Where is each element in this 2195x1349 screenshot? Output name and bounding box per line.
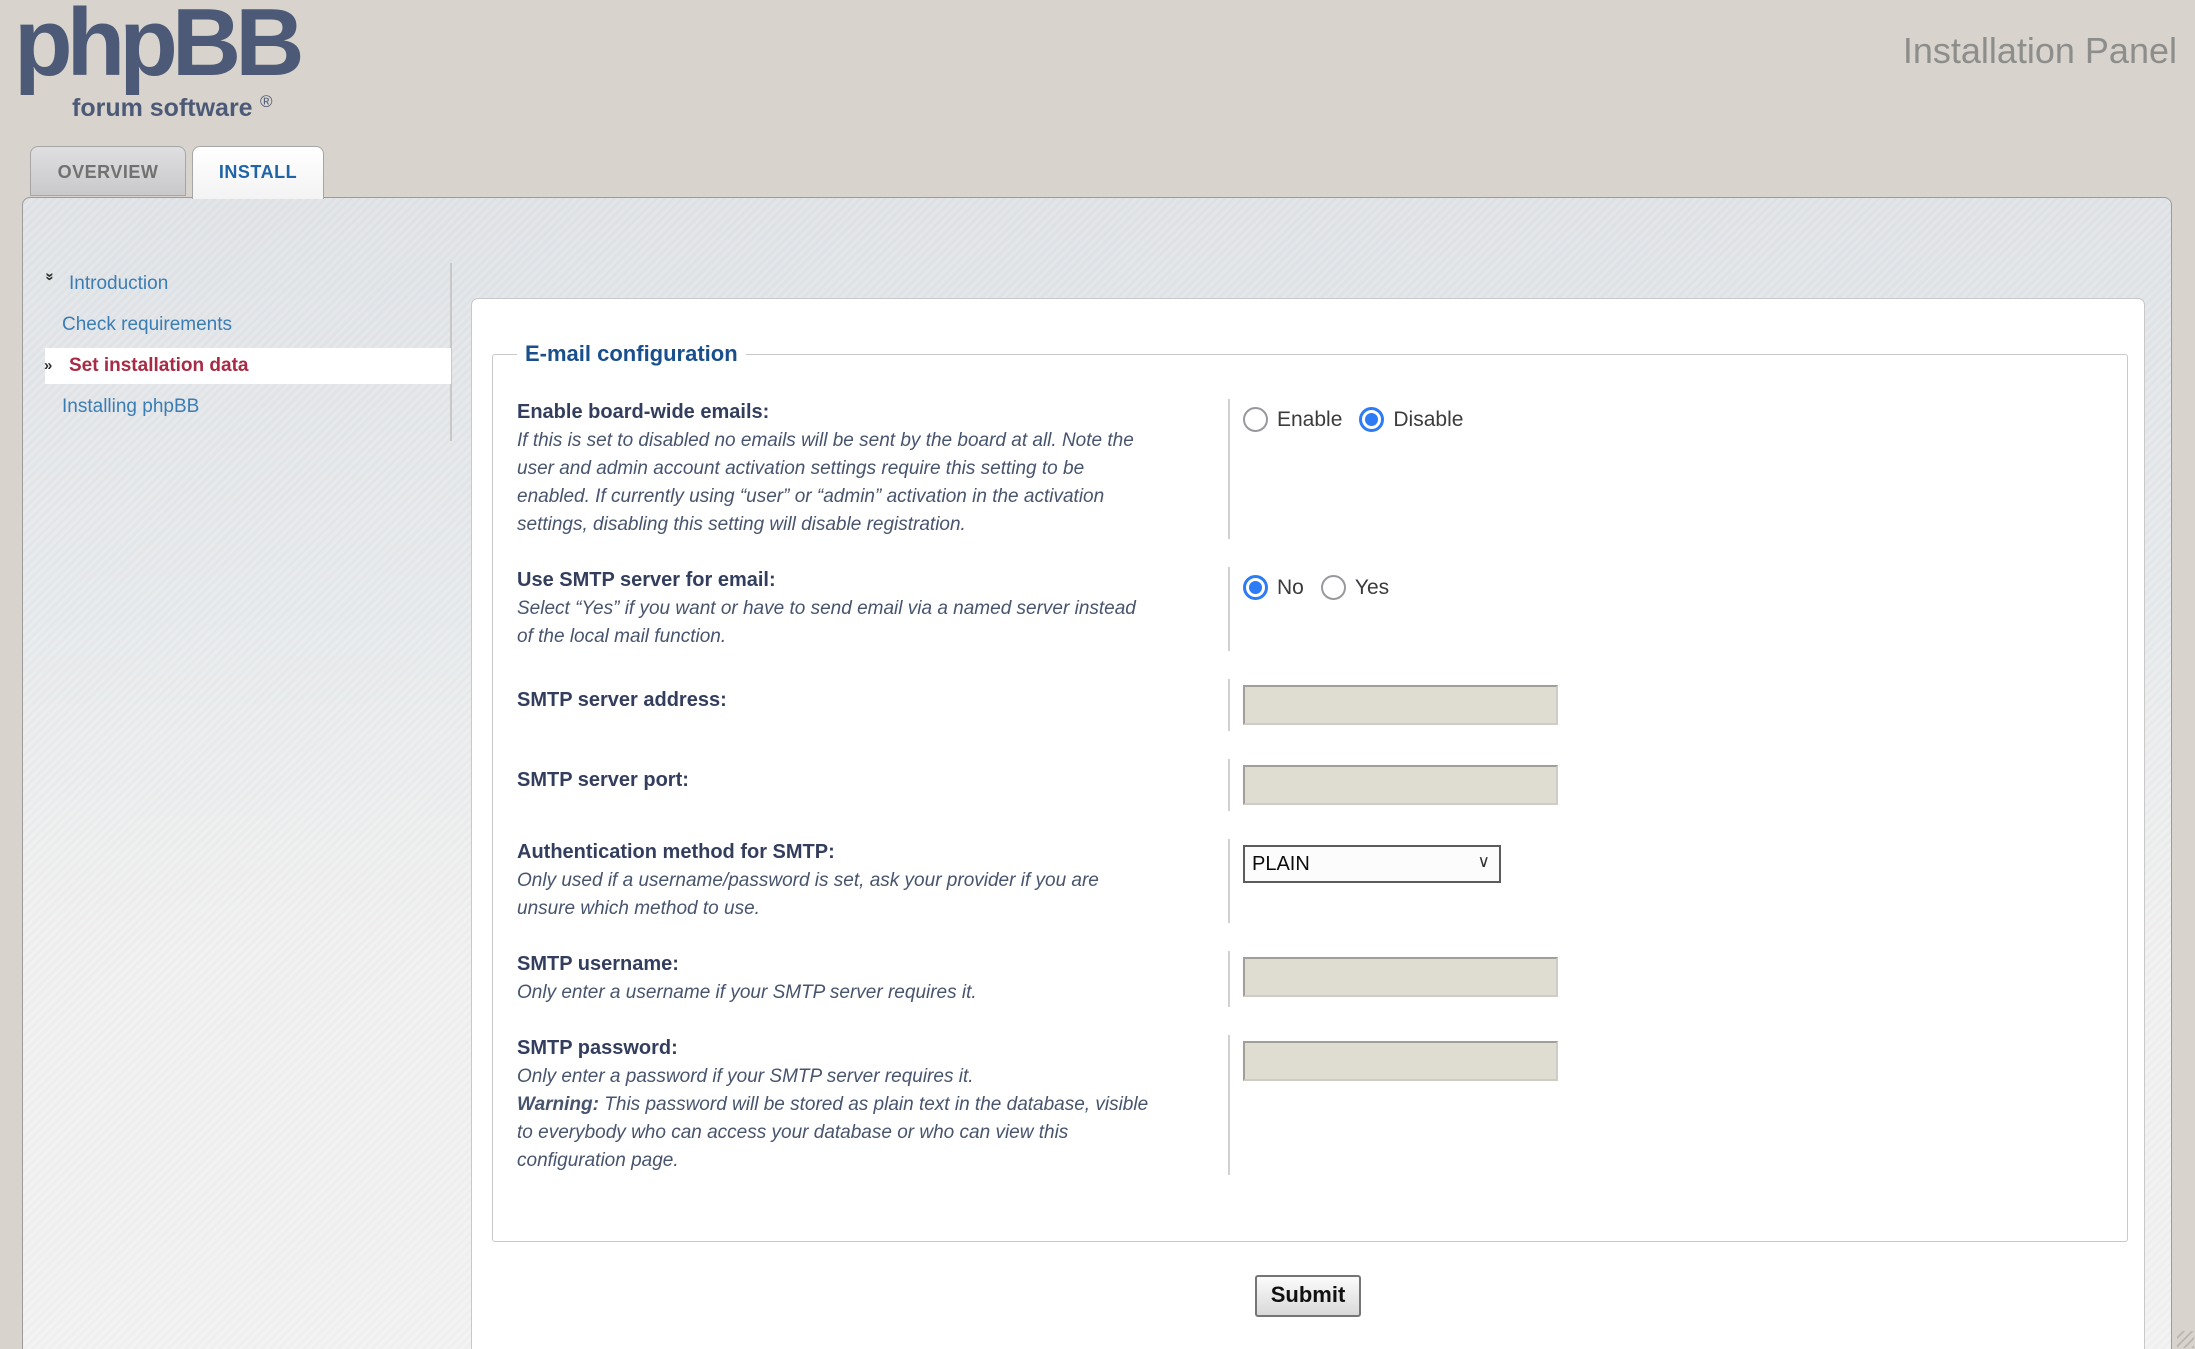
field-description: Only used if a username/password is set, ask your provider if you are unsure which method to use. — [517, 870, 1099, 919]
radio-no[interactable] — [1243, 575, 1268, 600]
sidebar-item-set-installation-data[interactable] — [45, 348, 451, 384]
field-description: If this is set to disabled no emails will be sent by the board at all. Note the user and admin account activation settings require this setting to be enabled. If currently using “user” or “admin” activation in the activation settings, disabling this setting will disable registration. — [517, 430, 1134, 535]
sidebar-item-label: Check requirements — [62, 314, 233, 335]
fieldset-legend: E-mail configuration — [525, 341, 738, 366]
chevron-down-icon: » — [41, 272, 59, 281]
radio-label: No — [1277, 575, 1304, 599]
field-description: Only enter a username if your SMTP server requires it. — [517, 982, 977, 1003]
smtp-username-input[interactable] — [1243, 957, 1558, 997]
chevron-down-icon: ∨ — [1477, 852, 1490, 871]
submit-row — [472, 1275, 2144, 1317]
radio-label: Yes — [1354, 575, 1390, 599]
form-row-auth-method — [493, 839, 2127, 923]
radio-group-use-smtp — [1243, 573, 2127, 600]
sidebar-item-check-requirements[interactable] — [23, 304, 451, 345]
tab-bar — [30, 146, 324, 199]
phpbb-logo — [14, 2, 374, 132]
radio-yes[interactable] — [1321, 575, 1346, 600]
field-label: Enable board-wide emails: — [517, 401, 770, 423]
form-row-smtp-password — [493, 1035, 2127, 1175]
form-row-smtp-port — [493, 759, 2127, 811]
smtp-auth-select[interactable] — [1243, 845, 1501, 883]
radio-enable[interactable] — [1243, 407, 1268, 432]
warning-label: Warning: — [517, 1094, 599, 1115]
tab-overview[interactable]: OVERVIEW — [30, 146, 186, 196]
resize-grip-icon[interactable] — [2177, 1331, 2194, 1348]
main-panel — [22, 197, 2172, 1349]
form-row-smtp-username — [493, 951, 2127, 1007]
logo-tagline: forum software — [72, 94, 253, 122]
smtp-port-input[interactable] — [1243, 765, 1558, 805]
password-hint: Only enter a password if your SMTP server requires it. — [517, 1066, 974, 1087]
field-label: SMTP server address: — [517, 689, 727, 711]
form-row-smtp-address — [493, 679, 2127, 731]
registered-mark-icon: ® — [260, 92, 273, 111]
content-box — [471, 298, 2145, 1349]
sidebar-item-introduction[interactable] — [23, 263, 451, 304]
smtp-password-input[interactable] — [1243, 1041, 1558, 1081]
field-label: Use SMTP server for email: — [517, 569, 776, 591]
radio-label: Disable — [1393, 407, 1464, 431]
form-row-board-emails — [493, 399, 2127, 539]
form-row-use-smtp — [493, 567, 2127, 651]
field-description: Select “Yes” if you want or have to send email via a named server instead of the local mail function. — [517, 598, 1136, 647]
sidebar-item-label: Introduction — [69, 273, 169, 294]
sidebar-item-label: Set installation data — [69, 355, 249, 376]
select-value: PLAIN — [1252, 852, 1310, 875]
sidebar — [23, 263, 451, 427]
radio-label: Enable — [1277, 407, 1343, 431]
field-label: SMTP username: — [517, 953, 679, 975]
tab-install[interactable]: INSTALL — [192, 146, 324, 199]
field-label: SMTP server port: — [517, 769, 689, 791]
sidebar-item-label: Installing phpBB — [62, 396, 200, 417]
sidebar-item-installing-phpbb[interactable] — [23, 386, 451, 427]
logo-wordmark: phpBB — [14, 0, 299, 96]
email-configuration-fieldset — [492, 341, 2128, 1242]
arrow-right-icon: » — [44, 357, 53, 374]
field-label: Authentication method for SMTP: — [517, 841, 835, 863]
radio-group-board-emails — [1243, 405, 2127, 432]
radio-disable[interactable] — [1359, 407, 1384, 432]
field-description — [517, 1063, 1153, 1175]
page-title: Installation Panel — [1902, 30, 2177, 71]
warning-text: This password will be stored as plain text in the database, visible to everybody who can access your database or who can view this configuration page. — [517, 1094, 1149, 1171]
submit-button[interactable]: Submit — [1255, 1275, 1362, 1317]
field-label: SMTP password: — [517, 1037, 678, 1059]
smtp-address-input[interactable] — [1243, 685, 1558, 725]
